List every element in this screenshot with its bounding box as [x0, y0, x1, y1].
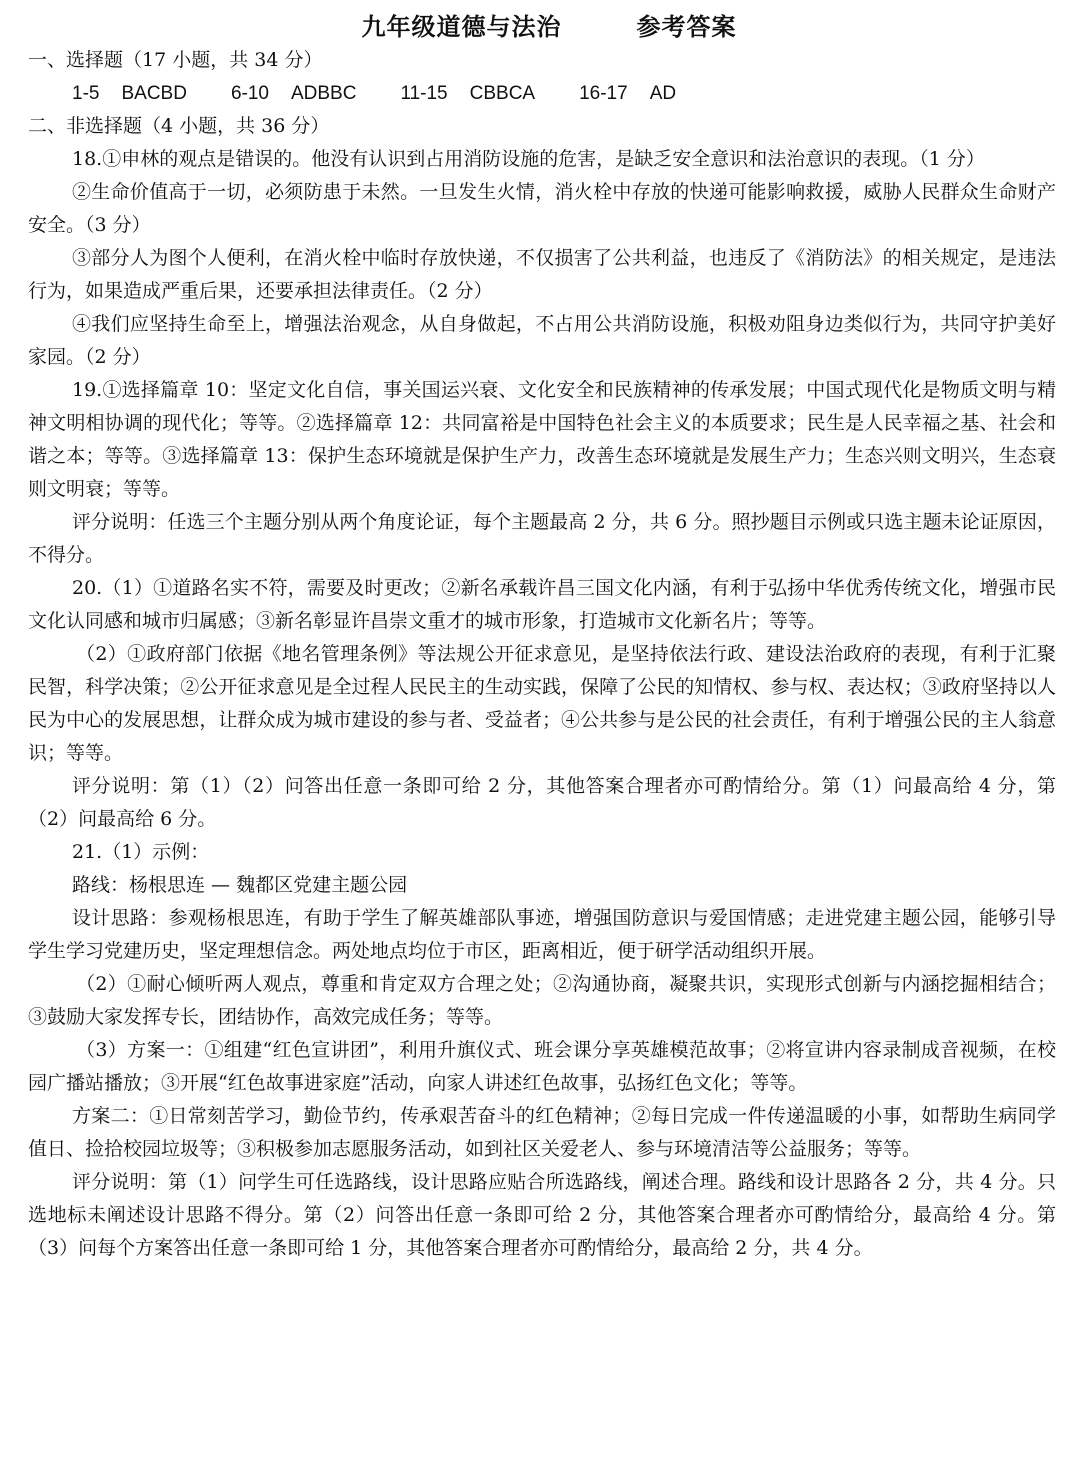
choice-range: 11-15: [400, 83, 448, 104]
q21-route: 路线：杨根思连 — 魏都区党建主题公园: [72, 874, 408, 896]
q20-part-2: （2）①政府部门依据《地名管理条例》等法规公开征求意见，是坚持依法行政、建设法治政府的表现，有利于汇聚民智，科学决策；②公开征求意见是全过程人民民主的生动实践，保障了公民的知情权、参与权、表达权；③政府坚持以人民为中心的发展思想，让群众成为城市建设的参与者、受益者；④公共参与是公民的社会责任，有利于增强公民的主人翁意识；等等。: [28, 643, 1056, 764]
choice-answers: BACBD: [121, 83, 187, 104]
choice-range: 6-10: [230, 83, 269, 104]
choice-answer-group: [72, 77, 187, 110]
choice-answers: CBBCA: [469, 83, 536, 104]
choice-range: 1-5: [72, 83, 100, 104]
q18-point-2: ②生命价值高于一切，必须防患于未然。一旦发生火情，消火栓中存放的快递可能影响救援，威胁人民群众生命财产安全。（3 分）: [28, 181, 1056, 236]
choice-range: 16-17: [579, 83, 628, 104]
choice-answer-group: [231, 77, 357, 110]
q21-part-3-plan-1: （3）方案一：①组建“红色宣讲团”，利用升旗仪式、班会课分享英雄模范故事；②将宣讲内容录制成音视频，在校园广播站播放；③开展“红色故事进家庭”活动，向家人讲述红色故事，弘扬红色文化；等等。: [28, 1039, 1056, 1094]
q19-scoring-note: 评分说明：任选三个主题分别从两个角度论证，每个主题最高 2 分，共 6 分。照抄题目示例或只选主题未论证原因，不得分。: [28, 511, 1056, 566]
page-title: 九年级道德与法治 参考答案: [361, 12, 737, 41]
q21-design-idea: 设计思路：参观杨根思连，有助于学生了解英雄部队事迹，增强国防意识与爱国情感；走进党建主题公园，能够引导学生学习党建历史，坚定理想信念。两处地点均位于市区，距离相近，便于研学活动组织开展。: [28, 907, 1056, 962]
q21-part-3-plan-2: 方案二：①日常刻苦学习，勤俭节约，传承艰苦奋斗的红色精神；②每日完成一件传递温暖的小事，如帮助生病同学值日、捡拾校园垃圾等；③积极参加志愿服务活动，如到社区关爱老人、参与环境清洁等公益服务；等等。: [28, 1105, 1056, 1160]
choice-answers-row: [28, 77, 1056, 110]
q18-point-4: ④我们应坚持生命至上，增强法治观念，从自身做起，不占用公共消防设施，积极劝阻身边类似行为，共同守护美好家园。（2 分）: [28, 313, 1056, 368]
choice-answer-group: [579, 77, 676, 110]
q18-point-1: 18.①申林的观点是错误的。他没有认识到占用消防设施的危害，是缺乏安全意识和法治意识的表现。（1 分）: [72, 148, 985, 170]
q18-point-3: ③部分人为图个人便利，在消火栓中临时存放快递，不仅损害了公共利益，也违反了《消防法》的相关规定，是违法行为，如果造成严重后果，还要承担法律责任。（2 分）: [28, 247, 1056, 302]
choice-answer-group: [400, 77, 535, 110]
q21-part-2: （2）①耐心倾听两人观点，尊重和肯定双方合理之处；②沟通协商，凝聚共识，实现形式创新与内涵挖掘相结合；③鼓励大家发挥专长，团结协作，高效完成任务；等等。: [28, 973, 1056, 1028]
q21-heading: 21.（1）示例：: [72, 841, 210, 863]
q20-scoring-note: 评分说明：第（1）（2）问答出任意一条即可给 2 分，其他答案合理者亦可酌情给分。第（1）问最高给 4 分，第（2）问最高给 6 分。: [28, 775, 1056, 830]
section-open-heading: 二、非选择题（4 小题，共 36 分）: [28, 115, 330, 137]
q20-part-1: 20.（1）①道路名实不符，需要及时更改；②新名承载许昌三国文化内涵，有利于弘扬中华优秀传统文化，增强市民文化认同感和城市归属感；③新名彰显许昌崇文重才的城市形象，打造城市文化新名片；等等。: [28, 577, 1056, 632]
q19-answer: 19.①选择篇章 10：坚定文化自信，事关国运兴衰、文化安全和民族精神的传承发展；中国式现代化是物质文明与精神文明相协调的现代化；等等。②选择篇章 12：共同富裕是中国特色社会主义的本质要求；民生是人民幸福之基、社会和谐之本；等等。③选择篇章 13：保护生态环境就是保护生产力，改善生态环境就是发展生产力；生态兴则文明兴，生态衰则文明衰；等等。: [28, 379, 1056, 500]
choice-answers: ADBBC: [290, 83, 357, 104]
choice-answers: AD: [649, 83, 677, 104]
q21-scoring-note: 评分说明：第（1）问学生可任选路线，设计思路应贴合所选路线，阐述合理。路线和设计思路各 2 分，共 4 分。只选地标未阐述设计思路不得分。第（2）问答出任意一条即可给 2 分，其他答案合理者亦可酌情给分，最高给 4 分。第（3）问每个方案答出任意一条即可给 1 分，其他答案合理者亦可酌情给分，最高给 2 分，共 4 分。: [28, 1171, 1056, 1259]
section-choice-heading: 一、选择题（17 小题，共 34 分）: [28, 49, 323, 71]
